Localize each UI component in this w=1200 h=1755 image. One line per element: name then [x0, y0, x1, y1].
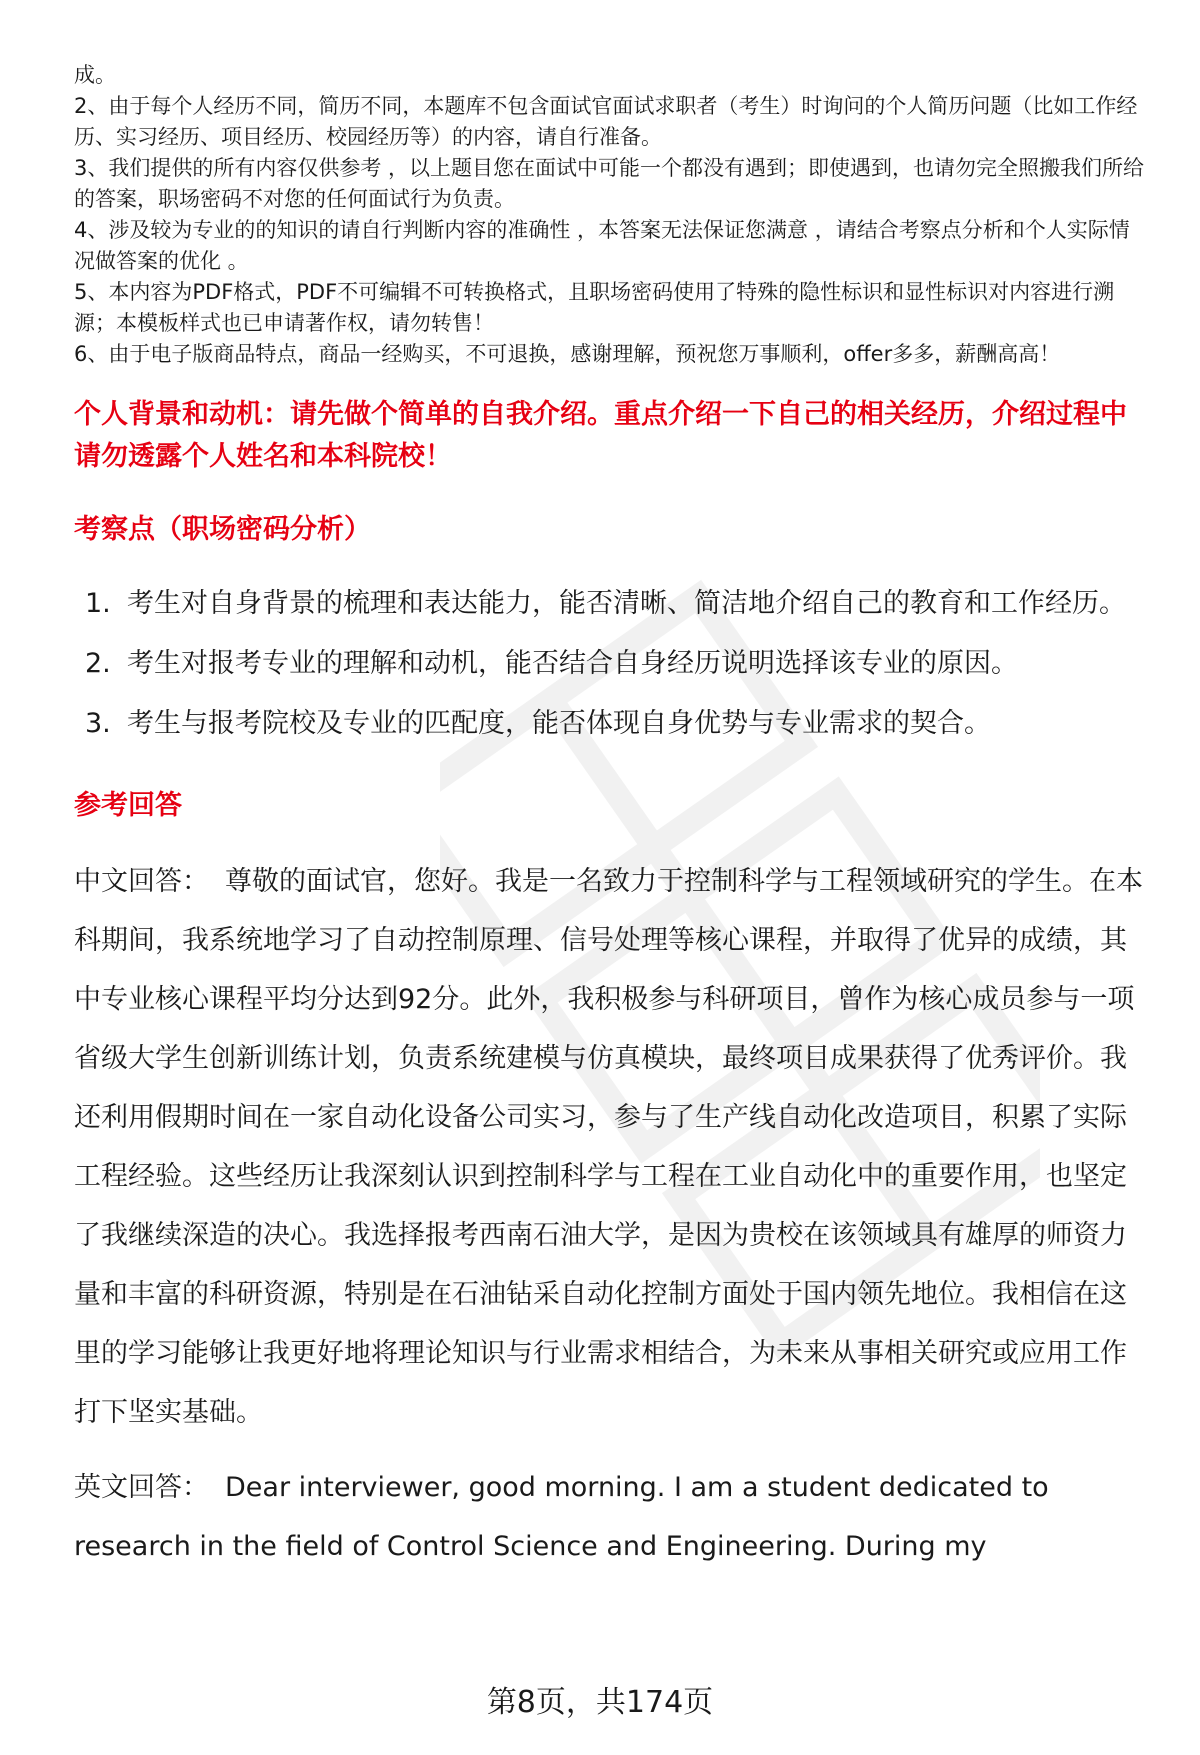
exam-point-item — [74, 574, 1149, 634]
list-number: 1. — [85, 588, 111, 619]
note-item: 5、本内容为PDF格式，PDF不可编辑不可转换格式，且职场密码使用了特殊的隐性标识和显性标识对内容进行溯源；本模板样式也已申请著作权，请勿转售！ — [74, 280, 1115, 335]
english-answer-label: 英文回答： — [74, 1472, 209, 1503]
english-answer — [74, 1458, 1149, 1576]
note-item: 6、由于电子版商品特点，商品一经购买，不可退换，感谢理解，预祝您万事顺利，offer多多，薪酬高高！ — [74, 342, 1061, 366]
chinese-answer-text: 尊敬的面试官，您好。我是一名致力于控制科学与工程领域研究的学生。在本科期间，我系统地学习了自动控制原理、信号处理等核心课程，并取得了优异的成绩，其中专业核心课程平均分达到92分。此外，我积极参与科研项目，曾作为核心成员参与一项省级大学生创新训练计划，负责系统建模与仿真模块，最终项目成果获得了优秀评价。我还利用假期时间在一家自动化设备公司实习，参与了生产线自动化改造项目，积累了实际工程经验。这些经历让我深刻认识到控制科学与工程在工业自动化中的重要作用，也坚定了我继续深造的决心。我选择报考西南石油大学，是因为贵校在该领域具有雄厚的师资力量和丰富的科研资源，特别是在石油钻采自动化控制方面处于国内领先地位。我相信在这里的学习能够让我更好地将理论知识与行业需求相结合，为未来从事相关研究或应用工作打下坚实基础。 — [74, 866, 1143, 1428]
exam-point-text: 考生对报考专业的理解和动机，能否结合自身经历说明选择该专业的原因。 — [127, 648, 1018, 679]
exam-points-list — [74, 574, 1149, 754]
interview-question: 个人背景和动机：请先做个简单的自我介绍。重点介绍一下自己的相关经历，介绍过程中请勿透露个人姓名和本科院校！ — [74, 399, 1127, 472]
list-number: 2. — [85, 648, 111, 679]
note-item: 3、我们提供的所有内容仅供参考 ，以上题目您在面试中可能一个都没有遇到；即使遇到，也请勿完全照搬我们所给的答案，职场密码不对您的任何面试行为负责。 — [74, 156, 1145, 211]
note-item: 2、由于每个人经历不同，简历不同，本题库不包含面试官面试求职者（考生）时询问的个人简历问题（比如工作经历、实习经历、项目经历、校园经历等）的内容，请自行准备。 — [74, 94, 1138, 149]
english-answer-text: Dear interviewer, good morning. I am a student dedicated to research in the field of Control Science and Engineering. During my — [74, 1472, 1049, 1562]
reference-answer-title: 参考回答 — [74, 790, 182, 821]
disclaimer-notes — [74, 60, 1149, 370]
page-number: 第8页，共174页 — [486, 1685, 714, 1720]
chinese-answer-label: 中文回答： — [74, 866, 209, 897]
document-page — [74, 60, 1149, 1576]
list-number: 3. — [85, 708, 111, 739]
exam-point-item — [74, 634, 1149, 694]
note-item: 4、涉及较为专业的的知识的请自行判断内容的准确性 ，本答案无法保证您满意 ，请结合考察点分析和个人实际情况做答案的优化 。 — [74, 218, 1130, 273]
exam-point-item — [74, 694, 1149, 754]
exam-point-text: 考生对自身背景的梳理和表达能力，能否清晰、简洁地介绍自己的教育和工作经历。 — [127, 588, 1126, 619]
note-item: 成。 — [74, 63, 116, 87]
exam-points-title: 考察点（职场密码分析） — [74, 514, 371, 545]
chinese-answer — [74, 852, 1149, 1442]
exam-point-text: 考生与报考院校及专业的匹配度，能否体现自身优势与专业需求的契合。 — [127, 708, 991, 739]
